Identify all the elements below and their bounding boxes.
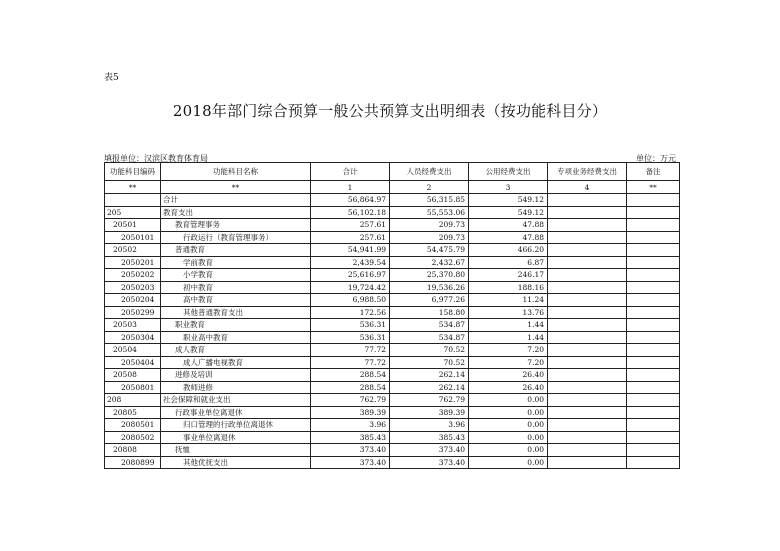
table-row [105, 244, 680, 257]
name-cell: 进修及培训 [161, 369, 311, 382]
code-cell: 2050801 [105, 381, 161, 394]
note-cell [627, 431, 680, 444]
note-cell [627, 444, 680, 457]
personnel-cell: 373.40 [390, 444, 469, 457]
personnel-cell: 70.52 [390, 356, 469, 369]
name-cell: 职业高中教育 [161, 331, 311, 344]
note-cell [627, 281, 680, 294]
public-cell: 26.40 [469, 369, 548, 382]
index-cell: 2 [390, 181, 469, 194]
total-cell: 373.40 [311, 456, 390, 469]
code-cell: 20501 [105, 219, 161, 232]
public-cell: 0.00 [469, 431, 548, 444]
code-cell: 20808 [105, 444, 161, 457]
total-cell: 762.79 [311, 394, 390, 407]
note-cell [627, 419, 680, 432]
personnel-cell: 373.40 [390, 456, 469, 469]
total-cell: 25,616.97 [311, 269, 390, 282]
public-cell: 0.00 [469, 394, 548, 407]
table-row [105, 369, 680, 382]
note-cell [627, 306, 680, 319]
table-row [105, 331, 680, 344]
name-cell: 归口管理的行政单位离退休 [161, 419, 311, 432]
total-cell: 373.40 [311, 444, 390, 457]
code-cell: 2050202 [105, 269, 161, 282]
table-row [105, 419, 680, 432]
table-row [105, 356, 680, 369]
table-row [105, 319, 680, 332]
total-cell: 288.54 [311, 381, 390, 394]
code-cell: 20805 [105, 406, 161, 419]
special-cell [548, 194, 627, 207]
public-cell: 47.88 [469, 219, 548, 232]
total-cell: 3.96 [311, 419, 390, 432]
special-cell [548, 344, 627, 357]
index-cell: 4 [548, 181, 627, 194]
special-cell [548, 406, 627, 419]
name-cell: 高中教育 [161, 294, 311, 307]
note-cell [627, 206, 680, 219]
public-cell: 0.00 [469, 456, 548, 469]
total-cell: 56,864.97 [311, 194, 390, 207]
personnel-cell: 3.96 [390, 419, 469, 432]
table-row [105, 444, 680, 457]
name-cell: 教育支出 [161, 206, 311, 219]
table-row [105, 269, 680, 282]
index-cell: 1 [311, 181, 390, 194]
note-cell [627, 294, 680, 307]
total-cell: 54,941.99 [311, 244, 390, 257]
col-header-special: 专项业务经费支出 [548, 163, 627, 181]
code-cell [105, 194, 161, 207]
index-row [105, 181, 680, 194]
personnel-cell: 262.14 [390, 381, 469, 394]
total-cell: 288.54 [311, 369, 390, 382]
note-cell [627, 381, 680, 394]
table-row [105, 306, 680, 319]
table-number-label: 表5 [104, 73, 119, 83]
special-cell [548, 381, 627, 394]
special-cell [548, 306, 627, 319]
total-cell: 257.61 [311, 231, 390, 244]
special-cell [548, 419, 627, 432]
public-cell: 11.24 [469, 294, 548, 307]
index-cell: ** [105, 181, 161, 194]
name-cell: 成人广播电视教育 [161, 356, 311, 369]
code-cell: 20508 [105, 369, 161, 382]
name-cell: 社会保障和就业支出 [161, 394, 311, 407]
personnel-cell: 209.73 [390, 231, 469, 244]
personnel-cell: 56,315.85 [390, 194, 469, 207]
code-cell: 208 [105, 394, 161, 407]
total-cell: 6,988.50 [311, 294, 390, 307]
personnel-cell: 262.14 [390, 369, 469, 382]
name-cell: 行政事业单位离退休 [161, 406, 311, 419]
note-cell [627, 406, 680, 419]
table-row [105, 256, 680, 269]
total-cell: 257.61 [311, 219, 390, 232]
name-cell: 合计 [161, 194, 311, 207]
table-row [105, 294, 680, 307]
special-cell [548, 294, 627, 307]
personnel-cell: 54,475.79 [390, 244, 469, 257]
total-cell: 19,724.42 [311, 281, 390, 294]
code-cell: 2080501 [105, 419, 161, 432]
table-row [105, 206, 680, 219]
note-cell [627, 331, 680, 344]
special-cell [548, 219, 627, 232]
table-row [105, 381, 680, 394]
note-cell [627, 219, 680, 232]
table-row [105, 394, 680, 407]
special-cell [548, 281, 627, 294]
code-cell: 2050304 [105, 331, 161, 344]
total-cell: 2,439.54 [311, 256, 390, 269]
note-cell [627, 256, 680, 269]
code-cell: 20503 [105, 319, 161, 332]
public-cell: 47.88 [469, 231, 548, 244]
note-cell [627, 194, 680, 207]
special-cell [548, 244, 627, 257]
public-cell: 26.40 [469, 381, 548, 394]
special-cell [548, 369, 627, 382]
public-cell: 0.00 [469, 406, 548, 419]
public-cell: 0.00 [469, 444, 548, 457]
col-header-public: 公用经费支出 [469, 163, 548, 181]
special-cell [548, 319, 627, 332]
table-row [105, 194, 680, 207]
code-cell: 2050201 [105, 256, 161, 269]
special-cell [548, 431, 627, 444]
col-header-name: 功能科目名称 [161, 163, 311, 181]
public-cell: 7.20 [469, 344, 548, 357]
name-cell: 教育管理事务 [161, 219, 311, 232]
public-cell: 1.44 [469, 319, 548, 332]
total-cell: 389.39 [311, 406, 390, 419]
index-cell: ** [161, 181, 311, 194]
public-cell: 6.87 [469, 256, 548, 269]
note-cell [627, 344, 680, 357]
total-cell: 536.31 [311, 331, 390, 344]
code-cell: 2050299 [105, 306, 161, 319]
col-header-total: 合计 [311, 163, 390, 181]
public-cell: 188.16 [469, 281, 548, 294]
name-cell: 其他优抚支出 [161, 456, 311, 469]
personnel-cell: 70.52 [390, 344, 469, 357]
note-cell [627, 269, 680, 282]
personnel-cell: 534.87 [390, 331, 469, 344]
code-cell: 2050101 [105, 231, 161, 244]
personnel-cell: 19,536.26 [390, 281, 469, 294]
public-cell: 549.12 [469, 194, 548, 207]
currency-unit: 单位：万元 [636, 154, 676, 163]
public-cell: 0.00 [469, 419, 548, 432]
special-cell [548, 356, 627, 369]
note-cell [627, 231, 680, 244]
col-header-note: 备注 [627, 163, 680, 181]
name-cell: 学前教育 [161, 256, 311, 269]
code-cell: 20504 [105, 344, 161, 357]
note-cell [627, 394, 680, 407]
name-cell: 教师进修 [161, 381, 311, 394]
code-cell: 2080899 [105, 456, 161, 469]
public-cell: 549.12 [469, 206, 548, 219]
table-row [105, 219, 680, 232]
name-cell: 小学教育 [161, 269, 311, 282]
name-cell: 行政运行（教育管理事务） [161, 231, 311, 244]
special-cell [548, 444, 627, 457]
total-cell: 172.56 [311, 306, 390, 319]
total-cell: 77.72 [311, 356, 390, 369]
table-row [105, 456, 680, 469]
col-header-personnel: 人员经费支出 [390, 163, 469, 181]
personnel-cell: 6,977.26 [390, 294, 469, 307]
name-cell: 成人教育 [161, 344, 311, 357]
name-cell: 事业单位离退休 [161, 431, 311, 444]
public-cell: 246.17 [469, 269, 548, 282]
public-cell: 466.20 [469, 244, 548, 257]
special-cell [548, 269, 627, 282]
personnel-cell: 209.73 [390, 219, 469, 232]
note-cell [627, 369, 680, 382]
public-cell: 13.76 [469, 306, 548, 319]
code-cell: 2050404 [105, 356, 161, 369]
special-cell [548, 331, 627, 344]
personnel-cell: 25,370.80 [390, 269, 469, 282]
table-row [105, 431, 680, 444]
special-cell [548, 456, 627, 469]
personnel-cell: 389.39 [390, 406, 469, 419]
special-cell [548, 256, 627, 269]
name-cell: 普通教育 [161, 244, 311, 257]
personnel-cell: 534.87 [390, 319, 469, 332]
name-cell: 职业教育 [161, 319, 311, 332]
code-cell: 20502 [105, 244, 161, 257]
total-cell: 77.72 [311, 344, 390, 357]
index-cell: ** [627, 181, 680, 194]
page-title: 2018年部门综合预算一般公共预算支出明细表（按功能科目分） [172, 102, 608, 120]
code-cell: 2050203 [105, 281, 161, 294]
table-row [105, 281, 680, 294]
note-cell [627, 456, 680, 469]
code-cell: 205 [105, 206, 161, 219]
table-row [105, 406, 680, 419]
name-cell: 其他普通教育支出 [161, 306, 311, 319]
public-cell: 7.20 [469, 356, 548, 369]
personnel-cell: 158.80 [390, 306, 469, 319]
personnel-cell: 385.43 [390, 431, 469, 444]
table-row [105, 344, 680, 357]
code-cell: 2050204 [105, 294, 161, 307]
table-row [105, 231, 680, 244]
special-cell [548, 394, 627, 407]
personnel-cell: 55,553.06 [390, 206, 469, 219]
col-header-code: 功能科目编码 [105, 163, 161, 181]
note-cell [627, 319, 680, 332]
total-cell: 56,102.18 [311, 206, 390, 219]
special-cell [548, 206, 627, 219]
code-cell: 2080502 [105, 431, 161, 444]
total-cell: 536.31 [311, 319, 390, 332]
name-cell: 抚恤 [161, 444, 311, 457]
personnel-cell: 762.79 [390, 394, 469, 407]
index-cell: 3 [469, 181, 548, 194]
note-cell [627, 244, 680, 257]
name-cell: 初中教育 [161, 281, 311, 294]
personnel-cell: 2,432.67 [390, 256, 469, 269]
expenditure-table [104, 162, 680, 469]
note-cell [627, 356, 680, 369]
reporting-unit: 填报单位：汉滨区教育体育局 [104, 154, 208, 163]
public-cell: 1.44 [469, 331, 548, 344]
special-cell [548, 231, 627, 244]
header-row [105, 163, 680, 181]
total-cell: 385.43 [311, 431, 390, 444]
